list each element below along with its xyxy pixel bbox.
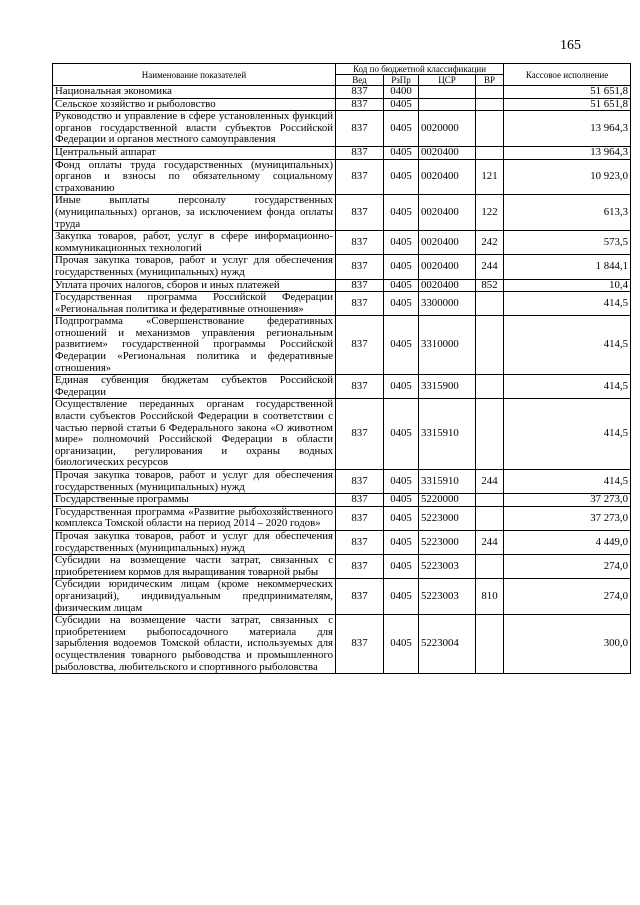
cell-rzpr: 0405 [384, 292, 419, 316]
cell-name: Осуществление переданных органам государственной власти субъектов Российской Федерации в соответствии с частью первой статьи 6 Федерального закона «О животном мире» полномочий Российской Федерации в области организации, регулирования и охраны водных биологических ресурсов [53, 399, 336, 470]
cell-sum: 13 964,3 [504, 146, 631, 159]
cell-ved: 837 [336, 470, 384, 494]
table-row [53, 195, 631, 231]
header-name: Наименование показателей [53, 64, 336, 86]
cell-sum: 4 449,0 [504, 530, 631, 554]
cell-ved: 837 [336, 399, 384, 470]
cell-rzpr: 0405 [384, 555, 419, 579]
cell-csr: 3315910 [419, 399, 476, 470]
cell-vr: 121 [476, 159, 504, 195]
header-code-group: Код по бюджетной классификации [336, 64, 504, 75]
table-row [53, 86, 631, 99]
cell-name: Прочая закупка товаров, работ и услуг для обеспечения государственных (муниципальных) нужд [53, 470, 336, 494]
cell-rzpr: 0405 [384, 316, 419, 375]
cell-name: Фонд оплаты труда государственных (муниципальных) органов и взносы по обязательному социальному страхованию [53, 159, 336, 195]
cell-vr [476, 316, 504, 375]
cell-name: Национальная экономика [53, 86, 336, 99]
cell-vr: 122 [476, 195, 504, 231]
cell-name: Субсидии на возмещение части затрат, связанных с приобретением кормов для выращивания товарной рыбы [53, 555, 336, 579]
cell-csr: 0020400 [419, 255, 476, 279]
header-rzpr: РзПр [384, 75, 419, 86]
cell-sum: 274,0 [504, 579, 631, 615]
table-row [53, 255, 631, 279]
table-row [53, 159, 631, 195]
cell-rzpr: 0405 [384, 111, 419, 147]
cell-name: Единая субвенция бюджетам субъектов Российской Федерации [53, 375, 336, 399]
table-row [53, 399, 631, 470]
cell-rzpr: 0405 [384, 279, 419, 292]
cell-rzpr: 0405 [384, 470, 419, 494]
cell-rzpr: 0405 [384, 159, 419, 195]
cell-rzpr: 0405 [384, 146, 419, 159]
table-row [53, 494, 631, 507]
cell-vr [476, 111, 504, 147]
cell-sum: 414,5 [504, 292, 631, 316]
cell-ved: 837 [336, 506, 384, 530]
cell-ved: 837 [336, 530, 384, 554]
cell-ved: 837 [336, 579, 384, 615]
cell-rzpr: 0405 [384, 506, 419, 530]
table-row [53, 98, 631, 111]
table-header [53, 64, 631, 86]
cell-ved: 837 [336, 86, 384, 99]
cell-name: Государственная программа Российской Федерации «Региональная политика и федеративные отношения» [53, 292, 336, 316]
cell-sum: 37 273,0 [504, 506, 631, 530]
cell-sum: 414,5 [504, 470, 631, 494]
cell-sum: 13 964,3 [504, 111, 631, 147]
cell-name: Сельское хозяйство и рыболовство [53, 98, 336, 111]
cell-vr: 244 [476, 255, 504, 279]
cell-csr: 5220000 [419, 494, 476, 507]
cell-vr: 244 [476, 530, 504, 554]
cell-csr: 3315900 [419, 375, 476, 399]
table-row [53, 111, 631, 147]
cell-sum: 300,0 [504, 615, 631, 674]
cell-csr: 0020400 [419, 159, 476, 195]
table-row [53, 292, 631, 316]
cell-vr: 244 [476, 470, 504, 494]
cell-name: Руководство и управление в сфере установленных функций органов государственной власти субъектов Российской Федерации и органов местного самоуправления [53, 111, 336, 147]
cell-ved: 837 [336, 615, 384, 674]
cell-name: Государственные программы [53, 494, 336, 507]
cell-rzpr: 0405 [384, 530, 419, 554]
cell-name: Центральный аппарат [53, 146, 336, 159]
cell-csr: 3310000 [419, 316, 476, 375]
cell-ved: 837 [336, 494, 384, 507]
cell-csr: 3315910 [419, 470, 476, 494]
cell-sum: 573,5 [504, 231, 631, 255]
page-number: 165 [560, 38, 581, 53]
cell-csr [419, 98, 476, 111]
cell-sum: 414,5 [504, 399, 631, 470]
cell-vr [476, 615, 504, 674]
cell-ved: 837 [336, 98, 384, 111]
cell-ved: 837 [336, 279, 384, 292]
budget-table [52, 63, 631, 674]
table-row [53, 555, 631, 579]
cell-vr [476, 146, 504, 159]
cell-csr: 0020000 [419, 111, 476, 147]
cell-csr: 3300000 [419, 292, 476, 316]
cell-rzpr: 0405 [384, 195, 419, 231]
table-row [53, 506, 631, 530]
table-body [53, 86, 631, 674]
cell-ved: 837 [336, 292, 384, 316]
cell-csr: 5223000 [419, 506, 476, 530]
cell-name: Прочая закупка товаров, работ и услуг для обеспечения государственных (муниципальных) нужд [53, 255, 336, 279]
cell-vr [476, 555, 504, 579]
cell-rzpr: 0405 [384, 255, 419, 279]
cell-rzpr: 0405 [384, 494, 419, 507]
table-row [53, 530, 631, 554]
cell-name: Закупка товаров, работ, услуг в сфере информационно-коммуникационных технологий [53, 231, 336, 255]
table-row [53, 579, 631, 615]
cell-ved: 837 [336, 375, 384, 399]
cell-name: Прочая закупка товаров, работ и услуг для обеспечения государственных (муниципальных) нужд [53, 530, 336, 554]
table-row [53, 470, 631, 494]
cell-csr [419, 86, 476, 99]
cell-sum: 414,5 [504, 375, 631, 399]
cell-name: Подпрограмма «Совершенствование федеративных отношений и механизмов управления региональным развитием» государственной программы Российской Федерации «Региональная политика и федеративные отношения» [53, 316, 336, 375]
cell-sum: 1 844,1 [504, 255, 631, 279]
cell-vr [476, 98, 504, 111]
table-row [53, 316, 631, 375]
cell-ved: 837 [336, 159, 384, 195]
cell-csr: 5223000 [419, 530, 476, 554]
header-ved: Вед [336, 75, 384, 86]
cell-vr [476, 375, 504, 399]
cell-rzpr: 0405 [384, 615, 419, 674]
table-row [53, 615, 631, 674]
cell-sum: 51 651,8 [504, 86, 631, 99]
cell-sum: 414,5 [504, 316, 631, 375]
cell-rzpr: 0405 [384, 579, 419, 615]
cell-name: Иные выплаты персоналу государственных (муниципальных) органов, за исключением фонда оплаты труда [53, 195, 336, 231]
cell-rzpr: 0405 [384, 231, 419, 255]
cell-vr: 242 [476, 231, 504, 255]
cell-sum: 613,3 [504, 195, 631, 231]
cell-sum: 51 651,8 [504, 98, 631, 111]
cell-ved: 837 [336, 146, 384, 159]
cell-ved: 837 [336, 316, 384, 375]
cell-csr: 5223004 [419, 615, 476, 674]
cell-ved: 837 [336, 255, 384, 279]
table-row [53, 231, 631, 255]
cell-ved: 837 [336, 231, 384, 255]
cell-name: Субсидии на возмещение части затрат, связанных с приобретением рыбопосадочного материала для зарыбления водоемов Томской области, используемых для осуществления товарного рыбоводства и промышленного рыболовства, любительского и спортивного рыболовства [53, 615, 336, 674]
cell-csr: 0020400 [419, 279, 476, 292]
cell-sum: 37 273,0 [504, 494, 631, 507]
header-vr: ВР [476, 75, 504, 86]
cell-vr [476, 506, 504, 530]
cell-sum: 274,0 [504, 555, 631, 579]
cell-csr: 0020400 [419, 146, 476, 159]
cell-csr: 5223003 [419, 579, 476, 615]
table-row [53, 146, 631, 159]
cell-name: Субсидии юридическим лицам (кроме некоммерческих организаций), индивидуальным предпринимателям, физическим лицам [53, 579, 336, 615]
cell-rzpr: 0405 [384, 375, 419, 399]
cell-sum: 10,4 [504, 279, 631, 292]
cell-csr: 0020400 [419, 231, 476, 255]
cell-name: Уплата прочих налогов, сборов и иных платежей [53, 279, 336, 292]
cell-csr: 0020400 [419, 195, 476, 231]
cell-rzpr: 0400 [384, 86, 419, 99]
table-row [53, 375, 631, 399]
cell-rzpr: 0405 [384, 98, 419, 111]
cell-vr [476, 292, 504, 316]
cell-ved: 837 [336, 195, 384, 231]
header-csr: ЦСР [419, 75, 476, 86]
cell-vr: 852 [476, 279, 504, 292]
cell-ved: 837 [336, 111, 384, 147]
cell-ved: 837 [336, 555, 384, 579]
cell-vr [476, 86, 504, 99]
cell-rzpr: 0405 [384, 399, 419, 470]
cell-vr: 810 [476, 579, 504, 615]
cell-sum: 10 923,0 [504, 159, 631, 195]
header-sum: Кассовое исполнение [504, 64, 631, 86]
table-row [53, 279, 631, 292]
cell-csr: 5223003 [419, 555, 476, 579]
cell-name: Государственная программа «Развитие рыбохозяйственного комплекса Томской области на период 2014 – 2020 годов» [53, 506, 336, 530]
cell-vr [476, 399, 504, 470]
cell-vr [476, 494, 504, 507]
